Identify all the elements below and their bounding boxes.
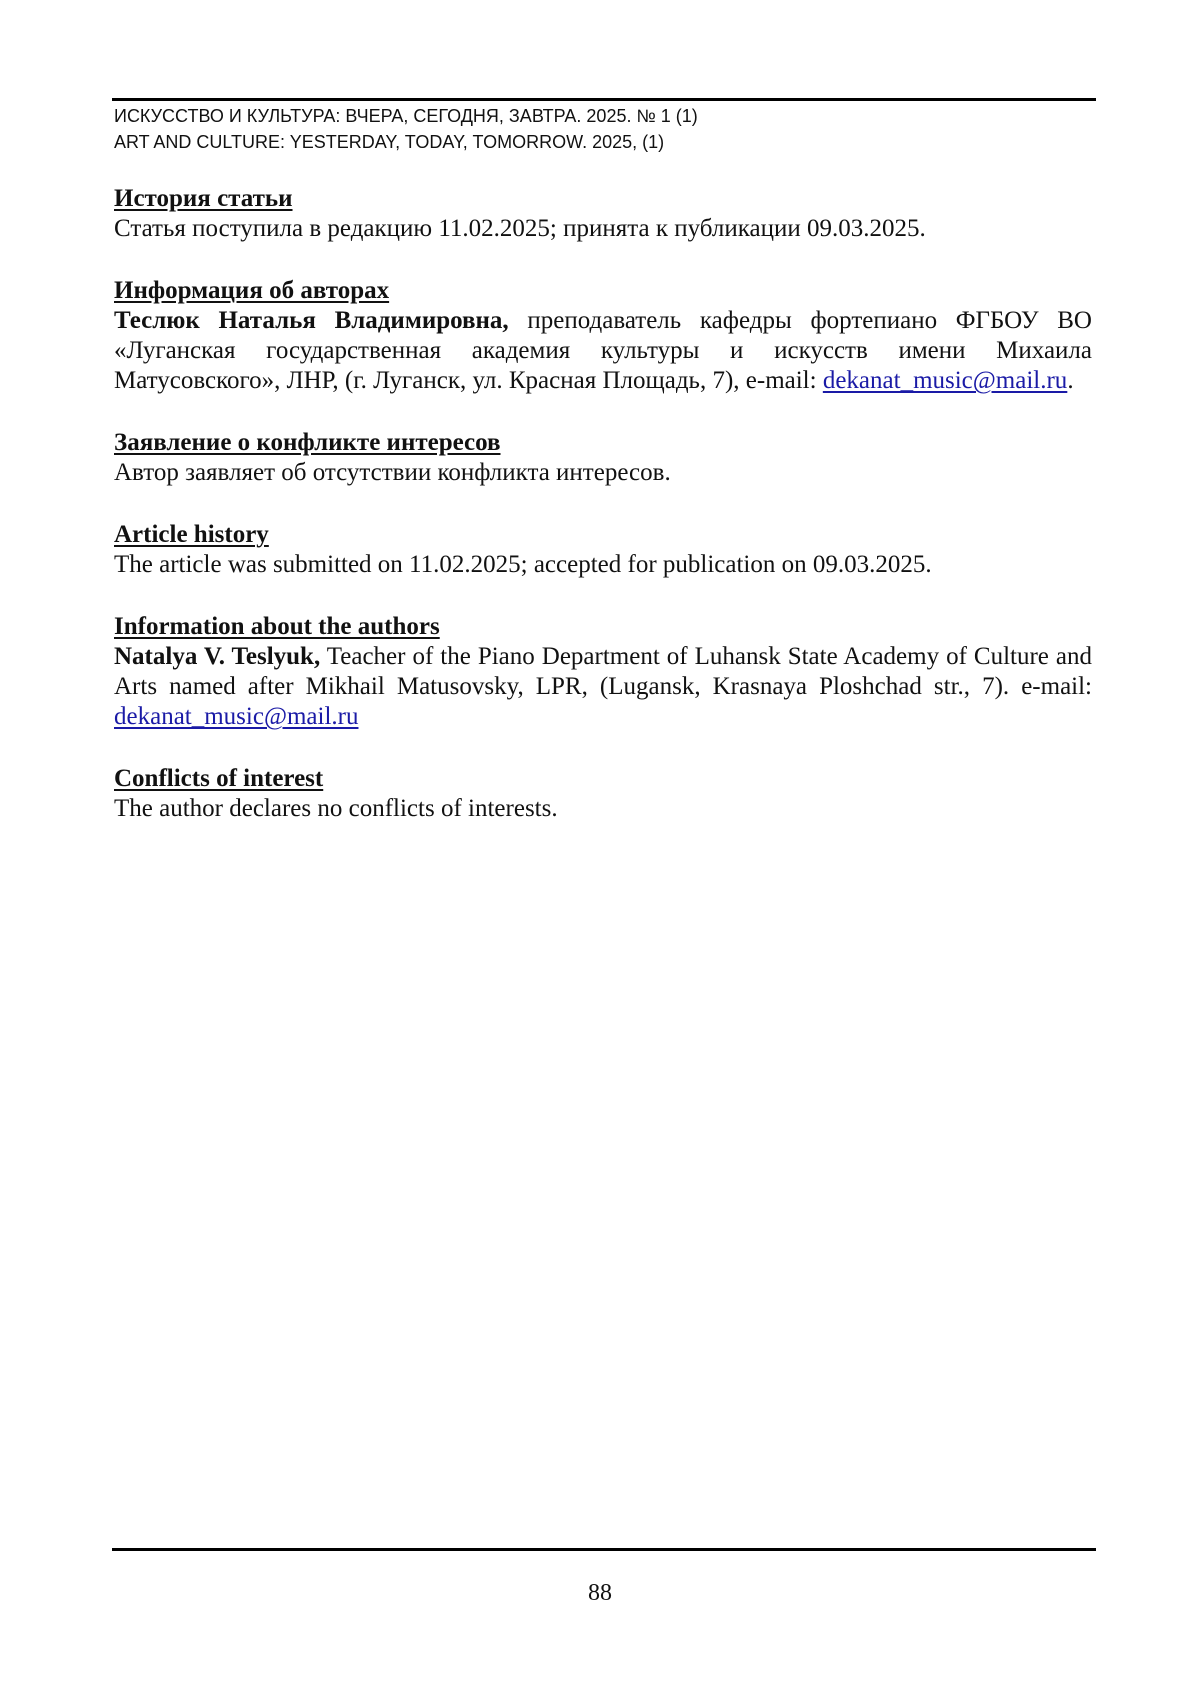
author-name: Natalya V. Teslyuk, [114,643,321,670]
author-info [114,642,1092,732]
article-metadata [114,184,1092,856]
footer-rule [112,1548,1096,1551]
author-affiliation: преподаватель кафедры фортепиано ФГБОУ ВО «Луганская государственная академия культуры и искусств имени Михаила Матусовского», ЛНР, (г. Луганск, ул. Красная Площадь, 7), e-mail: [114,307,1092,394]
section-heading: Article history [114,521,269,548]
running-header [114,103,1094,155]
section-heading: Информация об авторах [114,277,390,304]
email-link[interactable]: dekanat_music@mail.ru [114,703,359,730]
section-heading: Conflicts of interest [114,765,324,792]
email-link[interactable]: dekanat_music@mail.ru [822,367,1068,394]
running-header-ru: ИСКУССТВО И КУЛЬТУРА: ВЧЕРА, СЕГОДНЯ, ЗАВТРА. 2025. № 1 (1) [114,106,698,126]
running-header-en: ART AND CULTURE: YESTERDAY, TODAY, TOMORROW. 2025, (1) [114,132,665,152]
section-heading: История статьи [114,185,293,212]
trailing-period: . [1067,367,1074,394]
section-heading: Information about the authors [114,613,440,640]
author-info [114,306,1092,396]
section-history-en [114,520,1092,580]
section-authors-ru [114,276,1092,396]
section-conflicts-en [114,764,1092,824]
history-text: The article was submitted on 11.02.2025; accepted for publication on 09.03.2025. [114,551,932,578]
header-rule [112,98,1096,101]
section-heading: Заявление о конфликте интересов [114,429,501,456]
author-affiliation: Teacher of the Piano Department of Luhansk State Academy of Culture and Arts named after Mikhail Matusovsky, LPR, (Lugansk, Krasnaya Ploshchad str., 7). e-mail: [114,643,1092,700]
conflicts-text: The author declares no conflicts of interests. [114,795,558,822]
page-number: 88 [588,1580,612,1606]
section-conflicts-ru [114,428,1092,488]
section-history-ru [114,184,1092,244]
section-authors-en [114,612,1092,732]
history-text: Статья поступила в редакцию 11.02.2025; принята к публикации 09.03.2025. [114,215,926,242]
conflicts-text: Автор заявляет об отсутствии конфликта интересов. [114,459,671,486]
author-name: Теслюк Наталья Владимировна, [114,307,509,334]
